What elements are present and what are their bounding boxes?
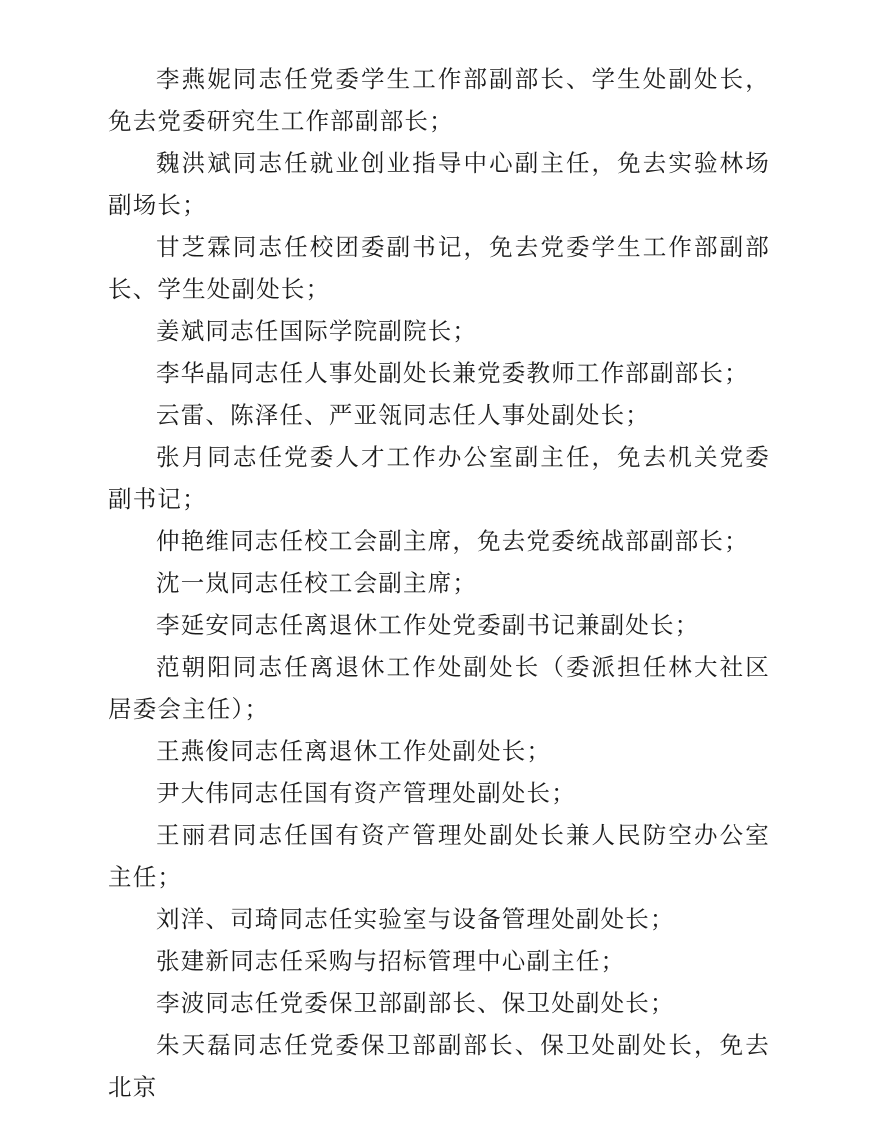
appointment-paragraph-2: 魏洪斌同志任就业创业指导中心副主任，免去实验林场副场长； <box>108 149 770 219</box>
document-body <box>108 58 770 1108</box>
appointment-paragraph-5: 李华晶同志任人事处副处长兼党委教师工作部副部长； <box>156 359 749 387</box>
appointment-paragraph-7: 张月同志任党委人才工作办公室副主任，免去机关党委副书记； <box>108 443 770 513</box>
appointment-paragraph-17: 李波同志任党委保卫部副部长、保卫处副处长； <box>156 989 675 1017</box>
appointment-paragraph-14: 王丽君同志任国有资产管理处副处长兼人民防空办公室主任； <box>108 821 770 891</box>
appointment-paragraph-12: 王燕俊同志任离退休工作处副处长； <box>156 737 552 765</box>
appointment-paragraph-3: 甘芝霖同志任校团委副书记，免去党委学生工作部副部长、学生处副处长； <box>108 233 770 303</box>
appointment-paragraph-18: 朱天磊同志任党委保卫部副部长、保卫处副处长，免去北京 <box>108 1031 770 1101</box>
appointment-paragraph-1: 李燕妮同志任党委学生工作部副部长、学生处副处长，免去党委研究生工作部副部长； <box>108 65 770 135</box>
appointment-paragraph-4: 姜斌同志任国际学院副院长； <box>156 317 478 345</box>
appointment-paragraph-8: 仲艳维同志任校工会副主席，免去党委统战部副部长； <box>156 527 749 555</box>
appointment-paragraph-15: 刘洋、司琦同志任实验室与设备管理处副处长； <box>156 905 675 933</box>
appointment-paragraph-10: 李延安同志任离退休工作处党委副书记兼副处长； <box>156 611 700 639</box>
appointment-paragraph-11: 范朝阳同志任离退休工作处副处长（委派担任林大社区居委会主任）； <box>108 653 770 723</box>
appointment-paragraph-9: 沈一岚同志任校工会副主席； <box>156 569 478 597</box>
appointment-paragraph-13: 尹大伟同志任国有资产管理处副处长； <box>156 779 576 807</box>
appointment-paragraph-6: 云雷、陈泽任、严亚瓴同志任人事处副处长； <box>156 401 650 429</box>
appointment-paragraph-16: 张建新同志任采购与招标管理中心副主任； <box>156 947 626 975</box>
